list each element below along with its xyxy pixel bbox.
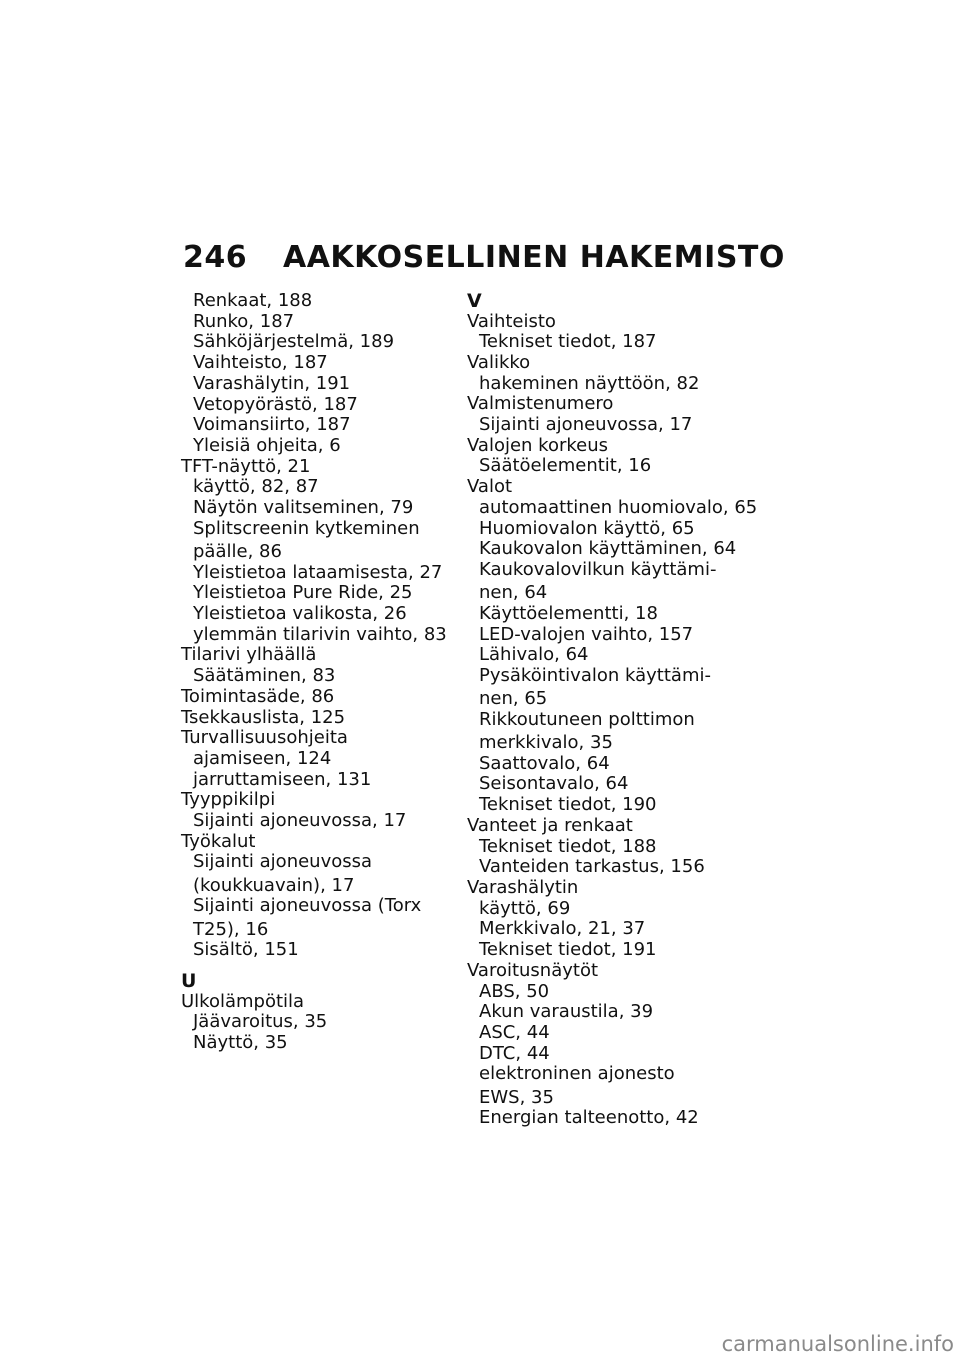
index-subentry: Huomiovalon käyttö, 65 (479, 517, 695, 539)
index-subentry: päälle, 86 (193, 540, 282, 562)
index-subentry: Merkkivalo, 21, 37 (479, 918, 646, 940)
index-subentry: hakeminen näyttöön, 82 (479, 372, 700, 394)
index-subentry: Kaukovalovilkun käyttämi- (479, 558, 717, 580)
index-subentry: DTC, 44 (479, 1042, 550, 1064)
index-subentry: Sijainti ajoneuvossa (193, 851, 373, 873)
index-subentry: Sijainti ajoneuvossa, 17 (193, 810, 407, 832)
index-subentry: Sijainti ajoneuvossa (Torx (193, 895, 422, 917)
index-entry: Turvallisuusohjeita (181, 727, 348, 749)
index-subentry: Tekniset tiedot, 191 (479, 939, 657, 961)
index-subentry: Säätäminen, 83 (193, 665, 336, 687)
index-entry: Valot (467, 476, 513, 498)
index-entry: Vaihteisto (467, 310, 556, 332)
index-subentry: Yleistietoa valikosta, 26 (193, 603, 407, 625)
index-subentry: T25), 16 (193, 918, 269, 940)
index-subentry: Yleisiä ohjeita, 6 (193, 434, 341, 456)
index-subentry: Lähivalo, 64 (479, 644, 589, 666)
index-entry: Valmistenumero (467, 393, 614, 415)
index-subentry: Splitscreenin kytkeminen (193, 517, 420, 539)
page-header (183, 240, 785, 275)
index-subentry: Rikkoutuneen polttimon (479, 708, 695, 730)
index-subentry: ABS, 50 (479, 980, 550, 1002)
index-subentry: Jäävaroitus, 35 (193, 1011, 328, 1033)
index-entry: Ulkolämpötila (181, 990, 305, 1012)
index-subentry: Sähköjärjestelmä, 189 (193, 331, 395, 353)
index-subentry: nen, 64 (479, 582, 548, 604)
index-entry: Vanteet ja renkaat (467, 814, 633, 836)
watermark-text: carmanualsonline.info (721, 1332, 954, 1356)
index-entry: Tyyppikilpi (181, 789, 276, 811)
index-subentry: Näytön valitseminen, 79 (193, 497, 414, 519)
index-subentry: Tekniset tiedot, 188 (479, 835, 657, 857)
index-subentry: nen, 65 (479, 688, 548, 710)
index-subentry: Yleistietoa lataamisesta, 27 (193, 561, 443, 583)
index-subentry: Akun varaustila, 39 (479, 1001, 654, 1023)
index-column-right (467, 291, 767, 1129)
index-subentry: elektroninen ajonesto (479, 1063, 675, 1085)
index-subentry: Käyttöelementti, 18 (479, 602, 658, 624)
index-subentry: EWS, 35 (479, 1086, 554, 1108)
index-entry: Varashälytin (467, 876, 579, 898)
index-subentry: ylemmän tilarivin vaihto, 83 (193, 623, 447, 645)
index-subentry: Sijainti ajoneuvossa, 17 (479, 414, 693, 436)
index-subentry: (koukkuavain), 17 (193, 874, 355, 896)
index-subentry: Säätöelementit, 16 (479, 455, 652, 477)
index-subentry: Varashälytin, 191 (193, 372, 351, 394)
index-section-letter: V (467, 290, 482, 312)
index-subentry: Seisontavalo, 64 (479, 773, 629, 795)
index-entry: Valojen korkeus (467, 434, 609, 456)
index-subentry: merkkivalo, 35 (479, 732, 613, 754)
index-subentry: Runko, 187 (193, 310, 295, 332)
index-subentry: Näyttö, 35 (193, 1031, 288, 1053)
index-entry: TFT-näyttö, 21 (181, 455, 311, 477)
index-subentry: Yleistietoa Pure Ride, 25 (193, 582, 413, 604)
index-subentry: käyttö, 69 (479, 897, 571, 919)
index-subentry: Saattovalo, 64 (479, 752, 610, 774)
index-subentry: käyttö, 82, 87 (193, 476, 319, 498)
index-subentry: Vanteiden tarkastus, 156 (479, 856, 705, 878)
index-subentry: jarruttamiseen, 131 (193, 768, 372, 790)
index-subentry: Voimansiirto, 187 (193, 414, 351, 436)
index-subentry: Kaukovalon käyttäminen, 64 (479, 538, 737, 560)
index-column-left (181, 291, 451, 1054)
index-entry: Varoitusnäytöt (467, 959, 599, 981)
page-number: 246 (183, 240, 248, 275)
index-subentry: ASC, 44 (479, 1021, 550, 1043)
index-subentry: Renkaat, 188 (193, 290, 313, 311)
page-title: AAKKOSELLINEN HAKEMISTO (283, 240, 785, 275)
index-subentry: Tekniset tiedot, 187 (479, 331, 657, 353)
index-subentry: Pysäköintivalon käyttämi- (479, 664, 711, 686)
index-subentry: Vetopyörästö, 187 (193, 393, 358, 415)
index-entry: Työkalut (181, 830, 256, 852)
index-subentry: Sisältö, 151 (193, 939, 299, 961)
index-subentry: ajamiseen, 124 (193, 747, 332, 769)
index-subentry: Vaihteisto, 187 (193, 352, 328, 374)
index-subentry: Energian talteenotto, 42 (479, 1107, 699, 1129)
index-section-letter: U (181, 970, 197, 992)
index-entry: Tilarivi ylhäällä (181, 644, 317, 666)
index-entry: Toimintasäde, 86 (181, 685, 335, 707)
index-entry: Valikko (467, 351, 531, 373)
index-subentry: LED-valojen vaihto, 157 (479, 623, 694, 645)
index-subentry: automaattinen huomiovalo, 65 (479, 496, 758, 518)
index-subentry: Tekniset tiedot, 190 (479, 794, 657, 816)
index-entry: Tsekkauslista, 125 (181, 706, 346, 728)
